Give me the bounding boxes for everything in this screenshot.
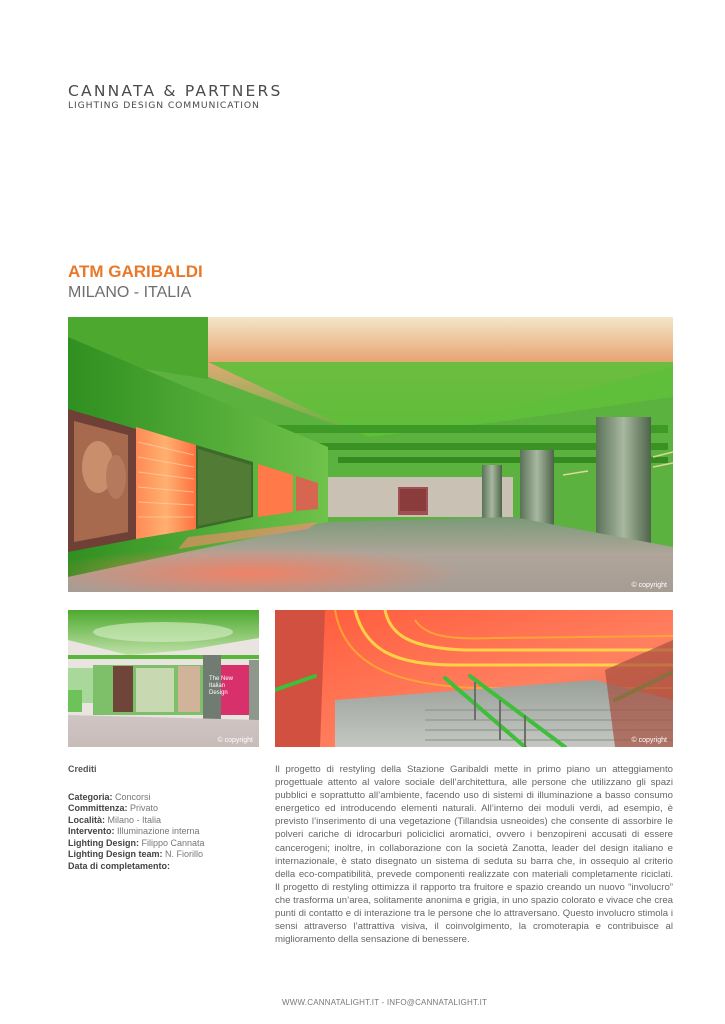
project-description: Il progetto di restyling della Stazione Garibaldi mette in primo piano un atteggiamento progettuale attento al valore sociale dell’architettura, alle persone che utilizzano gli spazi pubblici e soprattutto all’ambiente, facendo uso di sistemi di illuminazione a basso consumo energetico ed introducendo elementi naturali. All’interno dei moduli verdi, ad esempio, è previsto l’inserimento di una vegetazione (Tillandsia usneoides) che consente di assorbire le polveri cariche di idrocarburi policiclici aromatici, ovvero i benzopireni accusati di essere cancerogeni; inoltre, in collaborazione con la società Zanotta, leader del design italiano e internazionale, è stato disegnato un sistema di seduta su barra che, in ossequio al criterio della eco-compatibilità, prevede componenti realizzate con materiali completamente riciclati. Il progetto di restyling ottimizza il rapporto tra fruitore e spazio creando un nuovo “involucro” che trasforma un’area, solitamente anonima e grigia, in uno spazio colorato e vivace che crea punti di contatto e di interazione tra le persone che lo attraversano. Questo involucro stimola i sensi attraverso l’attrattiva visiva, il coinvolgimento, la cromoterapia e contribuisce al miglioramento della sensazione di benessere. bbox=[275, 764, 673, 946]
credit-row-category bbox=[68, 792, 268, 804]
right-image-copyright: © copyright bbox=[631, 737, 667, 744]
credits-heading: Crediti bbox=[68, 764, 97, 774]
credit-row-lighting-design bbox=[68, 838, 268, 850]
credit-row-intervention bbox=[68, 826, 268, 838]
credit-row-location bbox=[68, 815, 268, 827]
project-location: MILANO - ITALIA bbox=[68, 284, 192, 301]
main-image-copyright: © copyright bbox=[631, 582, 667, 589]
credit-value: Illuminazione interna bbox=[114, 826, 200, 836]
project-title: ATM GARIBALDI bbox=[68, 262, 203, 281]
credit-label: Categoria: bbox=[68, 791, 113, 802]
credit-label: Data di completamento: bbox=[68, 860, 171, 871]
credit-label: Committenza: bbox=[68, 803, 128, 813]
credits-block bbox=[68, 764, 268, 872]
main-render-image bbox=[68, 317, 673, 592]
credit-label: Località: bbox=[68, 814, 106, 825]
credit-value: Filippo Cannata bbox=[139, 837, 205, 848]
credit-value: Privato bbox=[127, 803, 159, 813]
credit-label: Lighting Design team: bbox=[68, 849, 163, 859]
credit-value: Milano - Italia bbox=[105, 814, 162, 825]
company-logo-name: CANNATA & PARTNERS bbox=[68, 82, 283, 100]
footer-contact: WWW.CANNATALIGHT.IT - INFO@CANNATALIGHT.IT bbox=[282, 998, 488, 1007]
left-image-copyright: © copyright bbox=[217, 737, 253, 744]
secondary-render-image-left bbox=[68, 610, 259, 747]
credit-value: Concorsi bbox=[112, 791, 151, 802]
secondary-render-image-right bbox=[275, 610, 673, 747]
credit-row-client bbox=[68, 803, 268, 815]
credit-label: Lighting Design: bbox=[68, 837, 139, 848]
credit-value: N. Fiorillo bbox=[162, 849, 204, 859]
credit-row-lighting-team bbox=[68, 849, 268, 861]
credit-row-completion-date bbox=[68, 861, 268, 873]
poster-caption: The New Italian Design bbox=[209, 676, 234, 696]
company-logo-tagline: LIGHTING DESIGN COMMUNICATION bbox=[68, 100, 260, 111]
credit-label: Intervento: bbox=[68, 826, 115, 836]
